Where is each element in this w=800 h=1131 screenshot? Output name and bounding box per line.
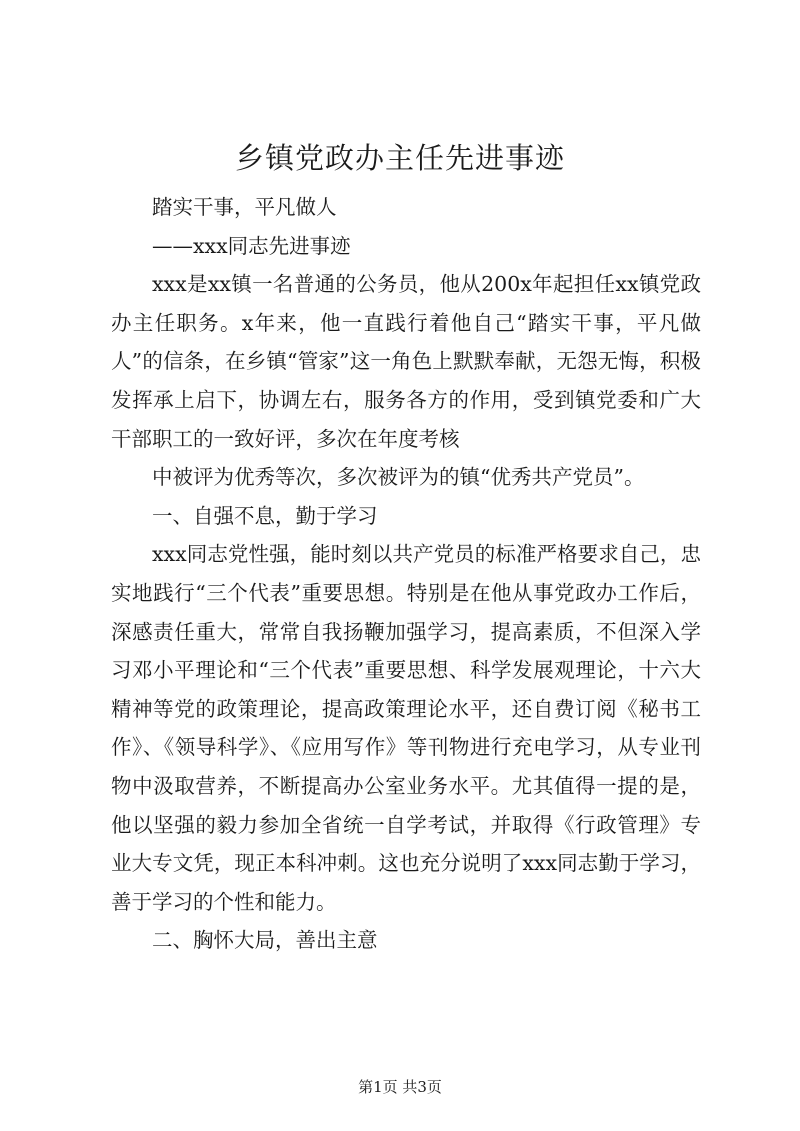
body-paragraph: xxx是xx镇一名普通的公务员，他从200x年起担任xx镇党政办主任职务。x年来，他一直践行着他自己“踏实干事，平凡做人”的信条，在乡镇“管家”这一角色上默默奉献，无怨无悔，积极发挥承上启下，协调左右，服务各方的作用，受到镇党委和广大干部职工的一致好评，多次在年度考核 [111, 272, 701, 451]
subtitle-line: 踏实干事，平凡做人 [152, 195, 337, 219]
page-number: 第1页 共3页 [358, 1078, 442, 1096]
document-title: 乡镇党政办主任先进事迹 [234, 141, 565, 175]
section-heading: 二、胸怀大局，善出主意 [152, 928, 378, 953]
body-paragraph: 中被评为优秀等次，多次被评为的镇“优秀共产党员”。 [152, 465, 645, 490]
document-body [111, 188, 701, 960]
body-paragraph: xxx同志党性强，能时刻以共产党员的标准严格要求自己，忠实地践行“三个代表”重要思想。特别是在他从事党政办工作后，深感责任重大，常常自我扬鞭加强学习，提高素质，不但深入学习邓小平理论和“三个代表”重要思想、科学发展观理论，十六大精神等党的政策理论，提高政策理论水平，还自费订阅《秘书工作》、《领导科学》、《应用写作》等刊物进行充电学习，从专业刊物中汲取营养，不断提高办公室业务水平。尤其值得一提的是，他以坚强的毅力参加全省统一自学考试，并取得《行政管理》专业大专文凭，现正本科冲刺。这也充分说明了xxx同志勤于学习，善于学习的个性和能力。 [111, 542, 701, 914]
section-heading: 一、自强不息，勤于学习 [152, 503, 378, 528]
subtitle-attribution: ——xxx同志先进事迹 [152, 233, 351, 258]
